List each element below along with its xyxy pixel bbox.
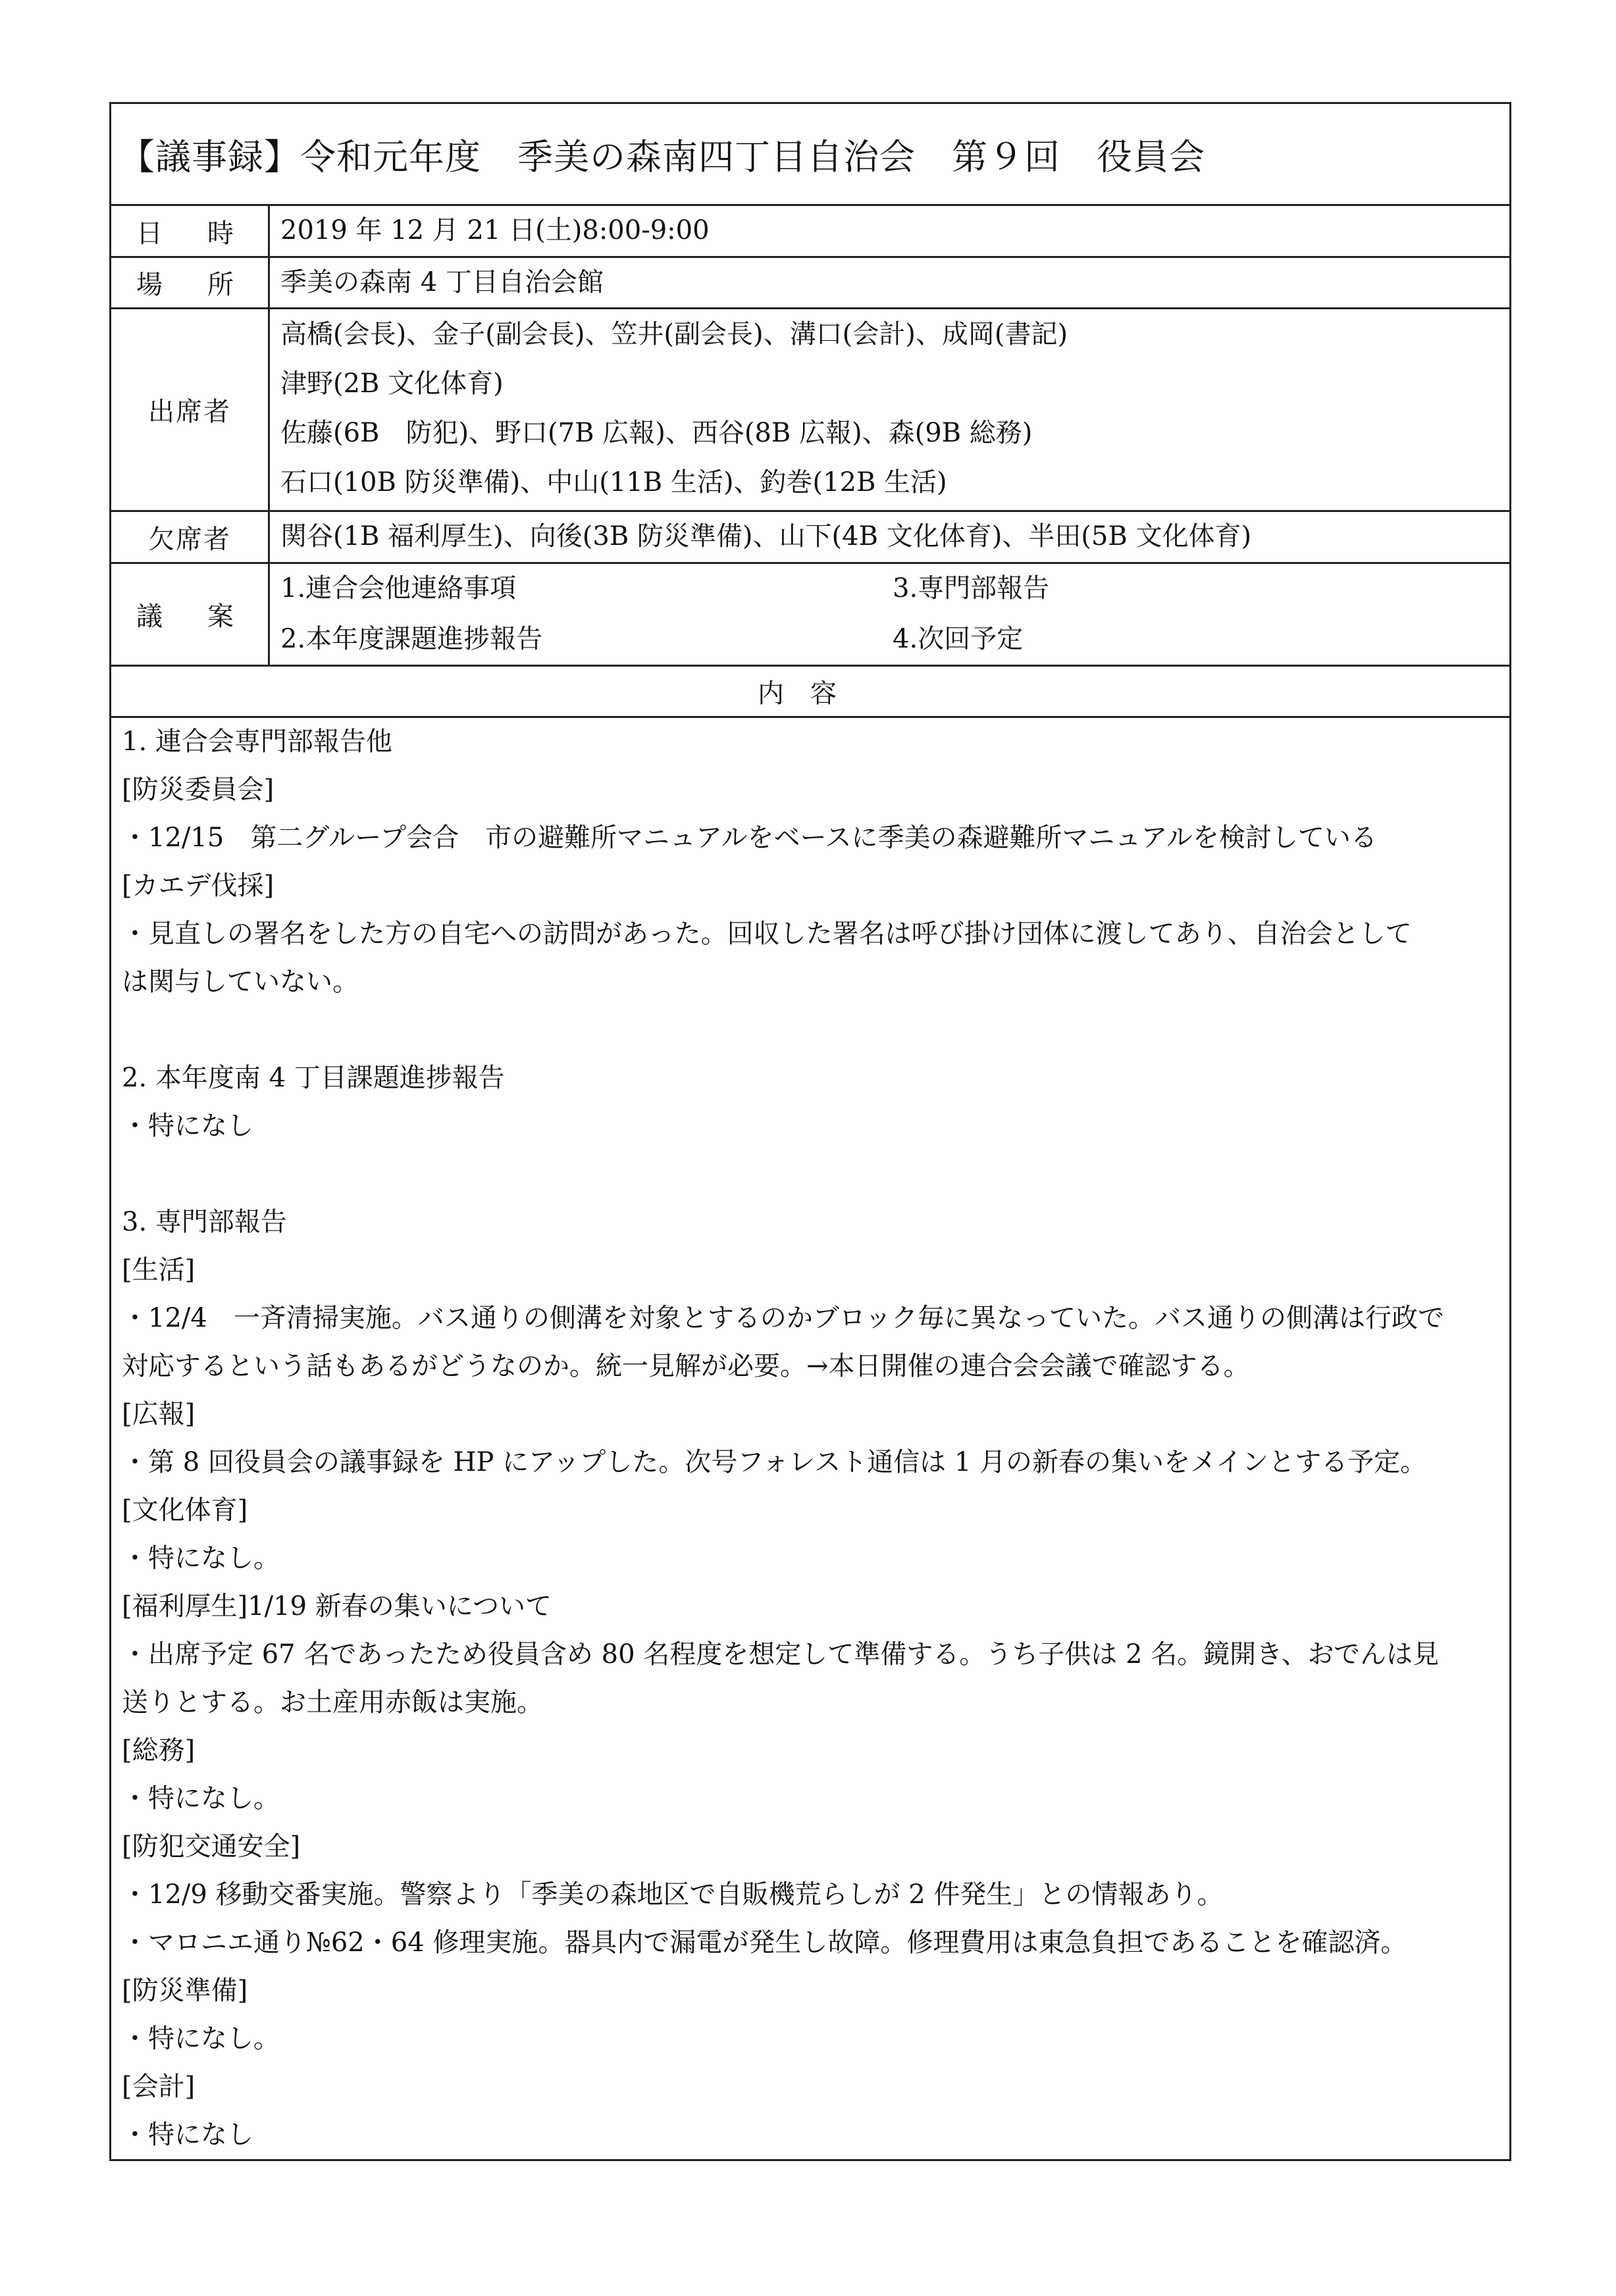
subsection-heading: [会計] — [122, 2072, 195, 2102]
section-heading: 1. 連合会専門部報告他 — [122, 727, 392, 757]
content-header — [111, 667, 1509, 718]
subsection-heading: [文化体育] — [122, 1495, 248, 1525]
absent-row — [111, 512, 1509, 564]
content-line: ・12/15 第二グループ会合 市の避難所マニュアルをベースに季美の森避難所マニュアルを検討している — [122, 823, 1377, 853]
subsection-heading: [福利厚生]1/19 新春の集いについて — [122, 1591, 552, 1621]
content-body — [111, 718, 1509, 2159]
content-line: ・出席予定 67 名であったため役員含め 80 名程度を想定して準備する。うち子供は 2 名。鏡開き、おでんは見 — [122, 1639, 1440, 1670]
subsection-heading: [総務] — [122, 1735, 195, 1766]
section-heading: 2. 本年度南 4 丁目課題進捗報告 — [122, 1063, 505, 1093]
agenda-item: 2.本年度課題進捗報告 — [280, 623, 543, 654]
content-line: ・特になし。 — [122, 1543, 280, 1573]
content-line: ・特になし — [122, 2120, 253, 2150]
place-row — [111, 258, 1509, 309]
content-line: ・特になし。 — [122, 2024, 280, 2054]
attendees-line: 石口(10B 防災準備)、中山(11B 生活)、釣巻(12B 生活) — [280, 467, 947, 497]
content-line: は関与していない。 — [122, 967, 359, 997]
date-text: 2019 年 12 月 21 日(土)8:00-9:00 — [280, 215, 710, 245]
agenda-item: 4.次回予定 — [893, 623, 1024, 654]
absent-text: 関谷(1B 福利厚生)、向後(3B 防災準備)、山下(4B 文化体育)、半田(5B 文化体育) — [280, 521, 1252, 551]
subsection-heading: [防災準備] — [122, 1976, 248, 2006]
subsection-heading: [防犯交通安全] — [122, 1831, 301, 1862]
subsection-heading: [広報] — [122, 1399, 195, 1429]
section-heading: 3. 専門部報告 — [122, 1207, 287, 1237]
minutes-document — [109, 102, 1511, 2161]
content-line: ・特になし — [122, 1111, 253, 1141]
date-label: 日 時 — [111, 206, 270, 256]
attendees-row — [111, 309, 1509, 512]
attendees-line: 高橋(会長)、金子(副会長)、笠井(副会長)、溝口(会計)、成岡(書記) — [280, 319, 1068, 349]
date-value — [270, 206, 1509, 256]
subsection-heading: [カエデ伐採] — [122, 871, 274, 901]
agenda-item: 1.連合会他連絡事項 — [280, 573, 517, 603]
agenda-label: 議 案 — [111, 564, 270, 665]
attendees-line: 佐藤(6B 防犯)、野口(7B 広報)、西谷(8B 広報)、森(9B 総務) — [280, 418, 1033, 448]
content-line: 対応するという話もあるがどうなのか。統一見解が必要。→本日開催の連合会会議で確認する。 — [122, 1351, 1250, 1381]
agenda-list — [270, 564, 1509, 665]
content-header-text: 内容 — [758, 678, 863, 709]
content-line: ・12/9 移動交番実施。警察より「季美の森地区で自販機荒らしが 2 件発生」との情報あり。 — [122, 1879, 1224, 1910]
attendees-line: 津野(2B 文化体育) — [280, 369, 504, 399]
blank-line — [122, 1006, 1499, 1054]
attendees-list — [270, 309, 1509, 510]
place-value — [270, 258, 1509, 307]
date-row — [111, 206, 1509, 258]
agenda-item: 3.専門部報告 — [893, 573, 1050, 603]
place-label: 場 所 — [111, 258, 270, 307]
absent-value — [270, 512, 1509, 562]
content-line: 送りとする。お土産用赤飯は実施。 — [122, 1687, 543, 1718]
place-text: 季美の森南 4 丁目自治会館 — [280, 267, 604, 297]
content-line: ・特になし。 — [122, 1783, 280, 1814]
subsection-heading: [防災委員会] — [122, 775, 274, 805]
subsection-heading: [生活] — [122, 1255, 195, 1285]
document-title: 【議事録】令和元年度 季美の森南四丁目自治会 第９回 役員会 — [111, 104, 1509, 206]
content-line: ・見直しの署名をした方の自宅への訪問があった。回収した署名は呼び掛け団体に渡してあり、自治会として — [122, 919, 1412, 949]
content-line: ・12/4 一斉清掃実施。バス通りの側溝を対象とするのかブロック毎に異なっていた。バス通りの側溝は行政で — [122, 1303, 1445, 1333]
agenda-row — [111, 564, 1509, 667]
absent-label: 欠席者 — [111, 512, 270, 562]
blank-line — [122, 1150, 1499, 1198]
attendees-label: 出席者 — [111, 309, 270, 510]
content-line: ・マロニエ通り№62・64 修理実施。器具内で漏電が発生し故障。修理費用は東急負担であることを確認済。 — [122, 1927, 1407, 1958]
content-line: ・第 8 回役員会の議事録を HP にアップした。次号フォレスト通信は 1 月の新春の集いをメインとする予定。 — [122, 1447, 1427, 1477]
